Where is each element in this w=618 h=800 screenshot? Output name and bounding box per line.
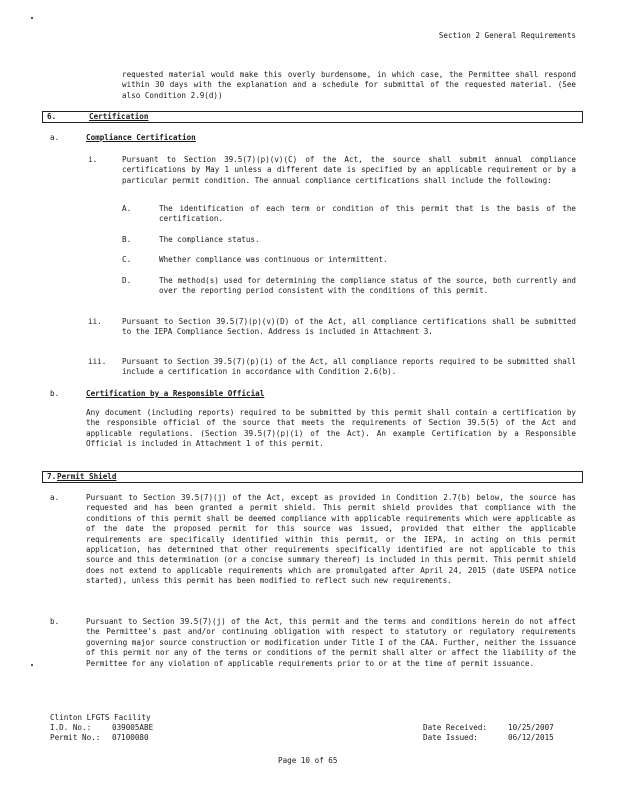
- item-7a-text: Pursuant to Section 39.5(7)(j) of the Act, except as provided in Condition 2.7(b) below, the source has requested and has been granted a permit shield. This permit shield provides that compliance with the conditions of this permit shall be deemed compliance with applicable requirements which were applicable as of the date the proposed permit for this source was issued, provided that either the applicable requirements are specifically identified within this permit, or the IEPA, in acting on this permit application, has determined that other requirements specifically identified are not applicable to this source and this determination (or a concise summary thereof) is included in this permit. This permit shield does not extend to applicable requirements which are promulgated after April 24, 2015 (date USEPA notice started), unless this permit has been modified to reflect such new requirements.: [86, 493, 576, 586]
- list-item-B-text: The compliance status.: [159, 235, 260, 244]
- section-7-header: [42, 471, 583, 483]
- section-6-header: [42, 111, 583, 123]
- item-6a-i-text: Pursuant to Section 39.5(7)(p)(v)(C) of the Act, the source shall submit annual compliance certifications by May 1 unless a different date is specified by an applicable requirement or by a particular permit condition. The annual compliance certifications shall include the following:: [122, 155, 576, 185]
- footer-id-label: I.D. No.:: [50, 723, 92, 732]
- item-6a-iii-label: iii.: [88, 357, 107, 366]
- list-item-D-text: The method(s) used for determining the compliance status of the source, both currently and over the reporting period consistent with the conditions of this permit.: [159, 276, 576, 296]
- footer-issued-value: 06/12/2015: [508, 733, 554, 742]
- scan-speck: [31, 17, 33, 19]
- item-6a-ii-text: Pursuant to Section 39.5(7)(p)(v)(D) of the Act, all compliance certifications shall be submitted to the IEPA Compliance Section. Address is included in Attachment 3.: [122, 317, 576, 337]
- footer-issued-label: Date Issued:: [423, 733, 478, 742]
- item-6a-label: a.: [50, 133, 60, 142]
- footer-permit-label: Permit No.:: [50, 733, 101, 742]
- item-6a-heading: Compliance Certification: [86, 133, 196, 142]
- item-7b-label: b.: [50, 617, 60, 626]
- continuation-paragraph: requested material would make this overly burdensome, in which case, the Permittee shall respond within 30 days with the explanation and a schedule for submittal of the requested material. (See also Condition 2.9(d)): [122, 70, 576, 100]
- list-item-B-label: B.: [122, 235, 132, 244]
- scan-speck: [31, 664, 33, 666]
- footer-permit-value: 07100080: [112, 733, 149, 742]
- list-item-A-label: A.: [122, 204, 132, 213]
- list-item-A-text: The identification of each term or condition of this permit that is the basis of the certification.: [159, 204, 576, 224]
- item-7a-label: a.: [50, 493, 60, 502]
- item-6b-text: Any document (including reports) required to be submitted by this permit shall contain a certification by the responsible official of the source that meets the requirements of Section 39.5(5) of the Act and applicable regulations. (Section 39.5(7)(p)(i) of the Act). An example Certification by a Responsible Official is included in Attachment 1 of this permit.: [86, 408, 576, 449]
- section-7-number: 7.: [47, 472, 57, 481]
- list-item-C-text: Whether compliance was continuous or intermittent.: [159, 255, 388, 264]
- item-6a-i-label: i.: [88, 155, 98, 164]
- section-6-number: 6.: [47, 112, 57, 121]
- section-7-title: Permit Shield: [57, 472, 117, 481]
- item-6b-heading: Certification by a Responsible Official: [86, 389, 265, 398]
- item-6b-label: b.: [50, 389, 60, 398]
- list-item-C-label: C.: [122, 255, 132, 264]
- section-6-title: Certification: [89, 112, 149, 121]
- footer-facility: Clinton LFGTS Facility: [50, 713, 151, 722]
- footer-received-label: Date Received:: [423, 723, 488, 732]
- footer-received-value: 10/25/2007: [508, 723, 554, 732]
- page-header: Section 2 General Requirements: [438, 31, 576, 40]
- page-number: Page 10 of 65: [278, 756, 338, 765]
- footer-id-value: 039005ABE: [112, 723, 154, 732]
- item-6a-ii-label: ii.: [88, 317, 102, 326]
- item-7b-text: Pursuant to Section 39.5(7)(j) of the Act, this permit and the terms and conditions herein do not affect the Permittee's past and/or continuing obligation with respect to statutory or regulatory requirements governing major source construction or modification under Title I of the CAA. Further, neither the issuance of this permit nor any of the terms or conditions of the permit shall alter or affect the liability of the Permittee for any violation of applicable requirements prior to or at the time of permit issuance.: [86, 617, 576, 668]
- list-item-D-label: D.: [122, 276, 132, 285]
- item-6a-iii-text: Pursuant to Section 39.5(7)(p)(i) of the Act, all compliance reports required to be submitted shall include a certification in accordance with Condition 2.6(b).: [122, 357, 576, 377]
